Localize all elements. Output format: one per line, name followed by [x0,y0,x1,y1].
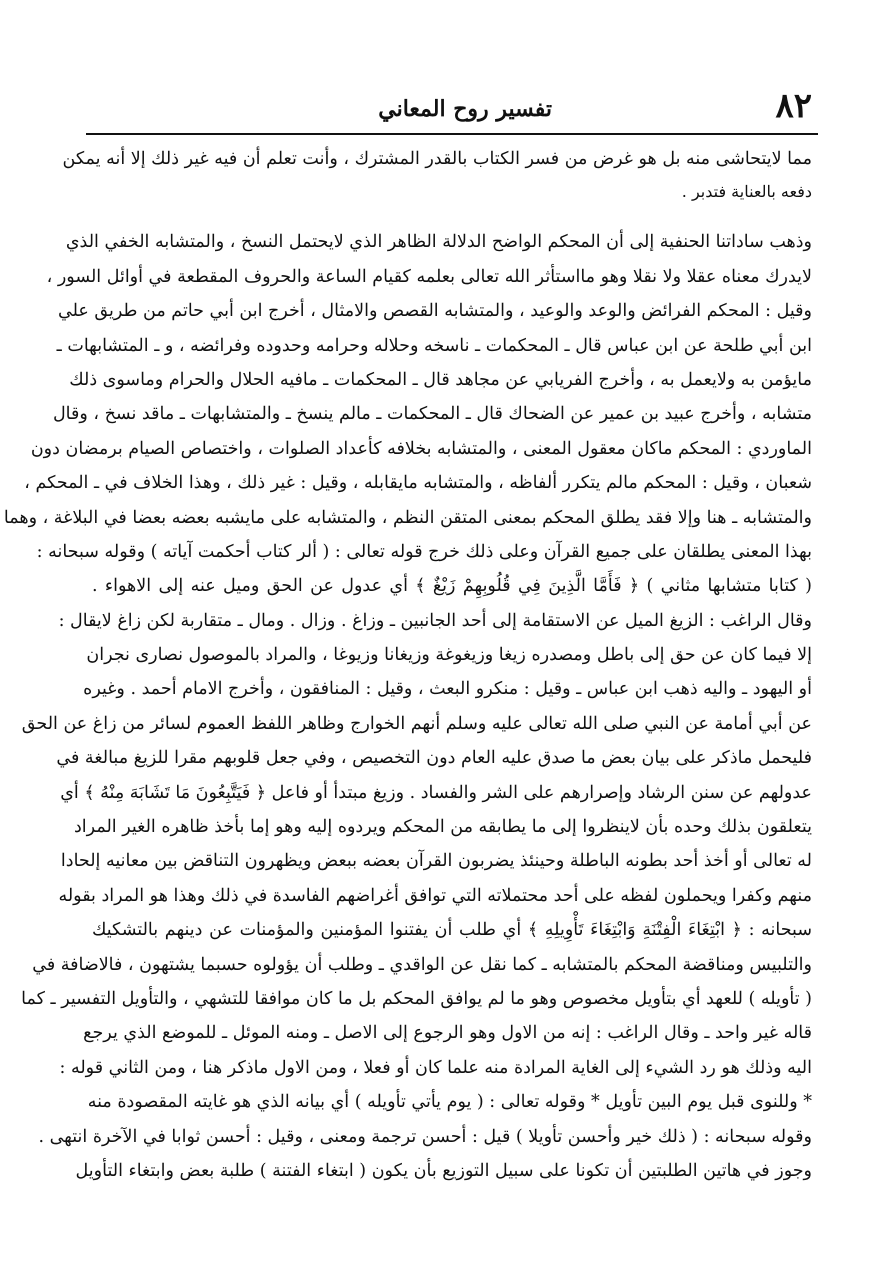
text-line: مايؤمن به ولايعمل به ، وأخرج الفريابي عن مجاهد قال ـ المحكمات ـ مافيه الحلال والحرام وماسوى ذلك [69,369,812,390]
text-line: لايدرك معناه عقلا ولا نقلا وهو مااستأثر الله تعالى بعلمه كقيام الساعة والحروف المقطعة في أوائل السور ، [46,266,812,287]
text-line: أو اليهود ـ واليه ذهب ابن عباس ـ وقيل : منكرو البعث ، وقيل : المنافقون ، وأخرج الامام أحمد . وغيره [83,679,812,700]
text-line: قاله غير واحد ـ وقال الراغب : إنه من الاول وهو الرجوع إلى الاصل ـ ومنه الموئل ـ للموضع الذي يرجع [83,1023,812,1044]
text-line: منهم وكفرا ويحملون لفظه على أحد محتملاته التي توافق أغراضهم الفاسدة في ذلك وهذا هو المراد بقوله [58,885,812,906]
text-line: والمتشابه ـ هنا وإلا فقد يطلق المحكم بمعنى المتقن النظم ، والمتشابه على مايشبه بعضه بعضا في البلاغة ، وهما [3,507,812,528]
text-line: ( تأويله ) للعهد أي بتأويل مخصوص وهو ما لم يوافق المحكم بل ما كان موافقا للتشهي ، والتأويل التفسير ـ كما [21,988,812,1009]
text-line: عن أبي أمامة عن النبي صلى الله تعالى عليه وسلم أنهم الخوارج وظاهر اللفظ العموم لسائر من زاغ عن الحق [21,713,812,734]
text-line: مما لايتحاشى منه بل هو غرض من فسر الكتاب بالقدر المشترك ، وأنت تعلم أن فيه غير ذلك إلا أنه يمكن [62,149,812,169]
running-title: تفسير روح المعاني [378,96,552,122]
header-rule [86,133,818,135]
text-line: سبحانه : ﴿ ابْتِغَاءَ الْفِتْنَةِ وَابْتِغَاءَ تَأْوِيلِهِ ﴾ أي طلب أن يفتنوا المؤمنين والمؤمنات عن دينهم بالتشكيك [92,920,812,941]
text-line: والتلبيس ومناقضة المحكم بالمتشابه ـ كما نقل عن الواقدي ـ وطلب أن يؤولوه حسبما يشتهون ، فالاضافة في [32,954,812,975]
text-line: يتعلقون بذلك وحده بأن لاينظروا إلى ما يطابقه من المحكم ويردوه إليه وهو إما بأخذ ظاهره الغير المراد [74,817,812,838]
text-line: الماوردي : المحكم ماكان معقول المعنى ، والمتشابه بخلافه كأعداد الصلوات ، واختصاص الصيام برمضان دون [30,438,812,459]
text-line: وقوله سبحانه : ( ذلك خير وأحسن تأويلا ) قيل : أحسن ترجمة ومعنى ، وقيل : أحسن ثوابا في الآخرة انتهى . [38,1126,812,1147]
text-line: وقيل : المحكم الفرائض والوعد والوعيد ، والمتشابه القصص والامثال ، أخرج ابن أبي حاتم من طريق علي [58,301,812,322]
text-line: وجوز في هاتين الطلبتين أن تكونا على سبيل التوزيع بأن يكون ( ابتغاء الفتنة ) طلبة بعض وابتغاء التأويل [75,1160,812,1181]
text-line: بهذا المعنى يطلقان على جميع القرآن وعلى ذلك خرج قوله تعالى : ( ألر كتاب أحكمت آياته ) وقوله سبحانه : [36,541,812,562]
text-line: شعبان ، وقيل : المحكم مالم يتكرر ألفاظه ، والمتشابه مايقابله ، وقيل : غير ذلك ، وهذا الخلاف في ـ المحكم ، [24,473,812,494]
text-line: فليحمل ماذكر على بيان بعض ما صدق عليه العام دون التخصيص ، وفي جعل قلوبهم مقرا للزيغ مبالغة في [56,748,812,769]
text-line: دفعه بالعناية فتدبر . [681,182,812,202]
text-line: متشابه ، وأخرج عبيد بن عمير عن الضحاك قال ـ المحكمات ـ مالم ينسخ ـ والمتشابهات ـ ماقد نسخ ، وقال [52,404,812,425]
text-line: * وللنوى قبل يوم البين تأويل * وقوله تعالى : ( يوم يأتي تأويله ) أي بيانه الذي هو غايته المقصودة منه [87,1092,812,1113]
text-line: اليه وذلك هو رد الشيء إلى الغاية المرادة منه علما كان أو فعلا ، ومن الاول ماذكر هنا ، ومن الثاني قوله : [59,1057,812,1078]
text-line: ( كتابا متشابها مثاني ) ﴿ فَأَمَّا الَّذِينَ فِي قُلُوبِهِمْ زَيْغٌ ﴾ أي عدول عن الحق وميل عنه إلى الاهواء . [92,576,812,597]
text-line: وذهب ساداتنا الحنفية إلى أن المحكم الواضح الدلالة الظاهر الذي لايحتمل النسخ ، والمتشابه الخفي الذي [65,232,812,253]
page-body [3,142,812,1188]
text-line: إلا فيما كان عن حق إلى باطل ومصدره زيغا وزيغوغة وزيغانا وزيوغا ، والمراد بالموصول نصارى نجران [86,645,812,666]
text-line: له تعالى أو أخذ أحد بطونه الباطلة وحينئذ يضربون القرآن بعضه ببعض ويظهرون التناقض بين معانيه إلحادا [60,851,812,872]
text-line: ابن أبي طلحة عن ابن عباس قال ـ المحكمات ـ ناسخه وحلاله وحرامه وحدوده وفرائضه ، و ـ المتشابهات ـ [56,335,812,356]
text-line: وقال الراغب : الزيغ الميل عن الاستقامة إلى أحد الجانبين ـ وزاغ . وزال . ومال ـ متقاربة لكن زاغ لايقال : [58,610,812,631]
page-number: ٨٢ [775,86,812,126]
text-line: عدولهم عن سنن الرشاد وإصرارهم على الشر والفساد . وزيغ مبتدأ أو فاعل ﴿ فَيَتَّبِعُونَ مَا تَشَابَهَ مِنْهُ ﴾ أي [60,782,812,803]
page-header [92,88,812,132]
